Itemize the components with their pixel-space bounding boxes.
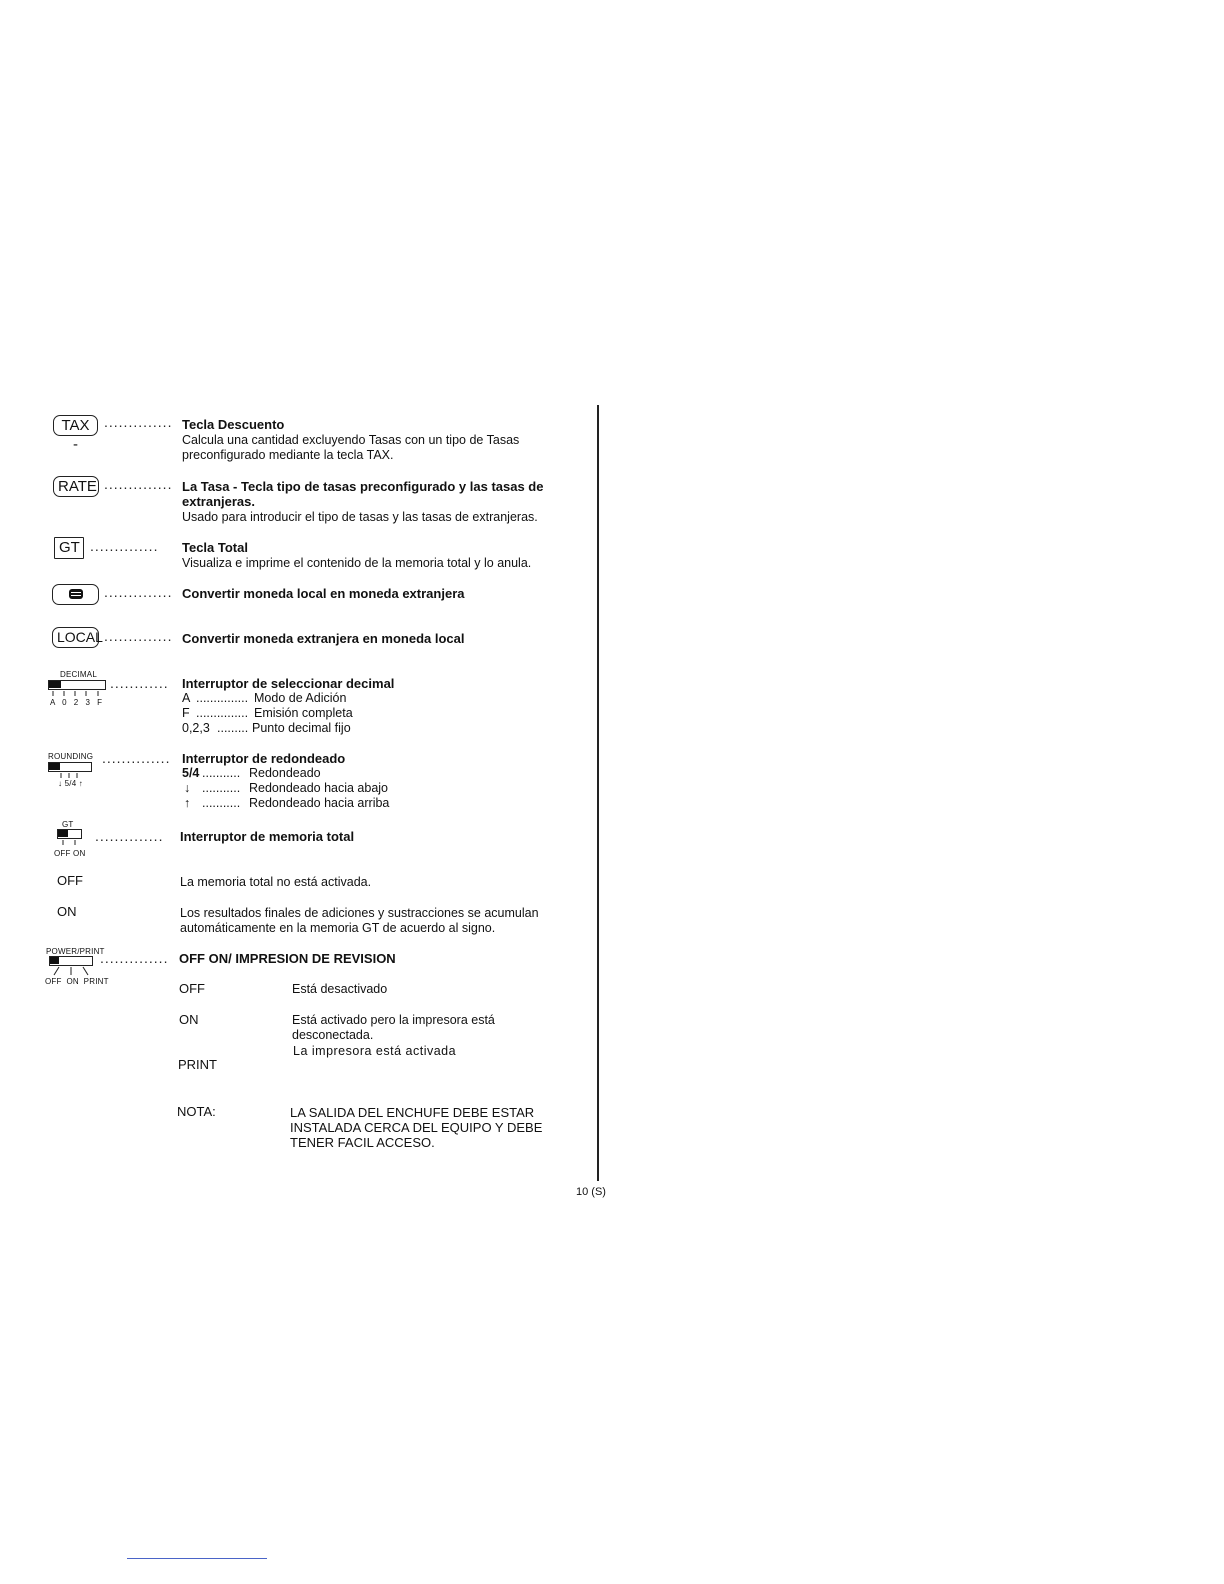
column-divider: [597, 405, 599, 1181]
power-off-label: OFF: [179, 981, 205, 996]
decimal-switch-positions: A 0 2 3 F: [50, 698, 104, 707]
decimal-switch-caption: DECIMAL: [60, 670, 97, 679]
leader-dots: ..............: [104, 628, 173, 644]
note-label: NOTA:: [177, 1104, 216, 1119]
power-off-desc: Está desactivado: [292, 982, 388, 996]
gt-off-label: OFF: [57, 873, 83, 888]
switch-knob: [50, 957, 59, 964]
power-on-desc-1: Está activado pero la impresora está: [292, 1013, 495, 1027]
tax-key-title: Tecla Descuento: [182, 417, 285, 432]
power-print-desc: La impresora está activada: [293, 1044, 457, 1058]
decimal-item-leader: ...............: [196, 706, 249, 720]
leader-dots: ..............: [104, 476, 173, 492]
rounding-item-leader: ...........: [202, 796, 241, 810]
rounding-switch-caption: ROUNDING: [48, 752, 94, 761]
leader-dots: ............: [110, 675, 169, 691]
decimal-item-key: F: [182, 706, 190, 720]
note-line-3: TENER FACIL ACCESO.: [290, 1135, 435, 1150]
rounding-switch: [48, 762, 92, 772]
rounding-item-leader: ...........: [202, 781, 241, 795]
leader-dots: ..............: [104, 584, 173, 600]
power-switch-caption: POWER/PRINT: [46, 947, 105, 956]
footer-rule: [127, 1558, 267, 1559]
note-line-1: LA SALIDA DEL ENCHUFE DEBE ESTAR: [290, 1105, 535, 1120]
gt-switch-ticks: [58, 840, 82, 846]
rounding-switch-title: Interruptor de redondeado: [182, 751, 346, 766]
decimal-item-value: Punto decimal fijo: [252, 721, 351, 735]
gt-key: GT: [54, 537, 84, 559]
tax-key-desc-2: preconfigurado mediante la tecla TAX.: [182, 448, 394, 462]
power-print-switch: [49, 956, 93, 966]
rate-key-title-2: extranjeras.: [182, 494, 255, 509]
convert-currency-key: [52, 584, 99, 605]
decimal-item-value: Modo de Adición: [254, 691, 347, 705]
power-switch-title: OFF ON/ IMPRESION DE REVISION: [179, 951, 396, 966]
rounding-switch-positions: ↓ 5/4 ↑: [58, 779, 83, 788]
gt-memory-switch: [57, 829, 82, 839]
rounding-item-value: Redondeado hacia abajo: [249, 781, 389, 795]
decimal-item-key: 0,2,3: [182, 721, 210, 735]
gt-off-desc: La memoria total no está activada.: [180, 875, 372, 889]
decimal-item-key: A: [182, 691, 191, 705]
power-on-desc-2: desconectada.: [292, 1028, 374, 1042]
tax-minus-key: TAX -: [53, 415, 98, 436]
convert-local-title: Convertir moneda local en moneda extranjera: [182, 586, 465, 601]
leader-dots: ..............: [100, 950, 169, 966]
switch-knob: [58, 830, 68, 837]
switch-knob: [49, 681, 61, 688]
leader-dots: ..............: [95, 828, 164, 844]
power-print-label: PRINT: [178, 1057, 217, 1072]
leader-dots: ..............: [104, 414, 173, 430]
gt-key-title: Tecla Total: [182, 540, 248, 555]
rounding-item-key: ↑: [184, 796, 191, 810]
currency-coin-icon: [66, 587, 86, 601]
gt-on-desc-2: automáticamente en la memoria GT de acuerdo al signo.: [180, 921, 496, 935]
gt-switch-positions: OFF ON: [54, 849, 86, 858]
page-number: 10 (S): [576, 1186, 606, 1198]
leader-dots: ..............: [102, 750, 171, 766]
decimal-item-value: Emisión completa: [254, 706, 353, 720]
decimal-item-leader: ...............: [196, 691, 249, 705]
power-on-label: ON: [179, 1012, 199, 1027]
rounding-item-key: 5/4: [182, 766, 200, 780]
switch-knob: [49, 763, 60, 770]
gt-on-label: ON: [57, 904, 77, 919]
decimal-switch-title: Interruptor de seleccionar decimal: [182, 676, 395, 691]
note-line-2: INSTALADA CERCA DEL EQUIPO Y DEBE: [290, 1120, 543, 1135]
decimal-switch: [48, 680, 106, 690]
decimal-item-leader: .........: [217, 721, 249, 735]
rounding-item-key: ↓: [184, 781, 191, 795]
power-switch-positions: OFF ON PRINT: [45, 977, 109, 986]
rounding-item-value: Redondeado: [249, 766, 321, 780]
rate-key: RATE: [53, 476, 99, 497]
rate-key-desc: Usado para introducir el tipo de tasas y las tasas de extranjeras.: [182, 510, 538, 524]
local-key-title: Convertir moneda extranjera en moneda local: [182, 631, 465, 646]
gt-on-desc-1: Los resultados finales de adiciones y sustracciones se acumulan: [180, 906, 539, 920]
gt-key-desc: Visualiza e imprime el contenido de la memoria total y lo anula.: [182, 556, 532, 570]
rate-key-title-1: La Tasa - Tecla tipo de tasas preconfigurado y las tasas de: [182, 479, 544, 494]
power-switch-ticks: [50, 966, 96, 976]
leader-dots: ..............: [90, 538, 159, 554]
rounding-item-leader: ...........: [202, 766, 241, 780]
gt-switch-title: Interruptor de memoria total: [180, 829, 355, 844]
tax-key-desc-1: Calcula una cantidad excluyendo Tasas con un tipo de Tasas: [182, 433, 520, 447]
local-key: LOCAL: [52, 627, 99, 648]
rounding-item-value: Redondeado hacia arriba: [249, 796, 390, 810]
decimal-switch-ticks: [48, 691, 108, 697]
gt-switch-caption: GT: [62, 820, 74, 829]
